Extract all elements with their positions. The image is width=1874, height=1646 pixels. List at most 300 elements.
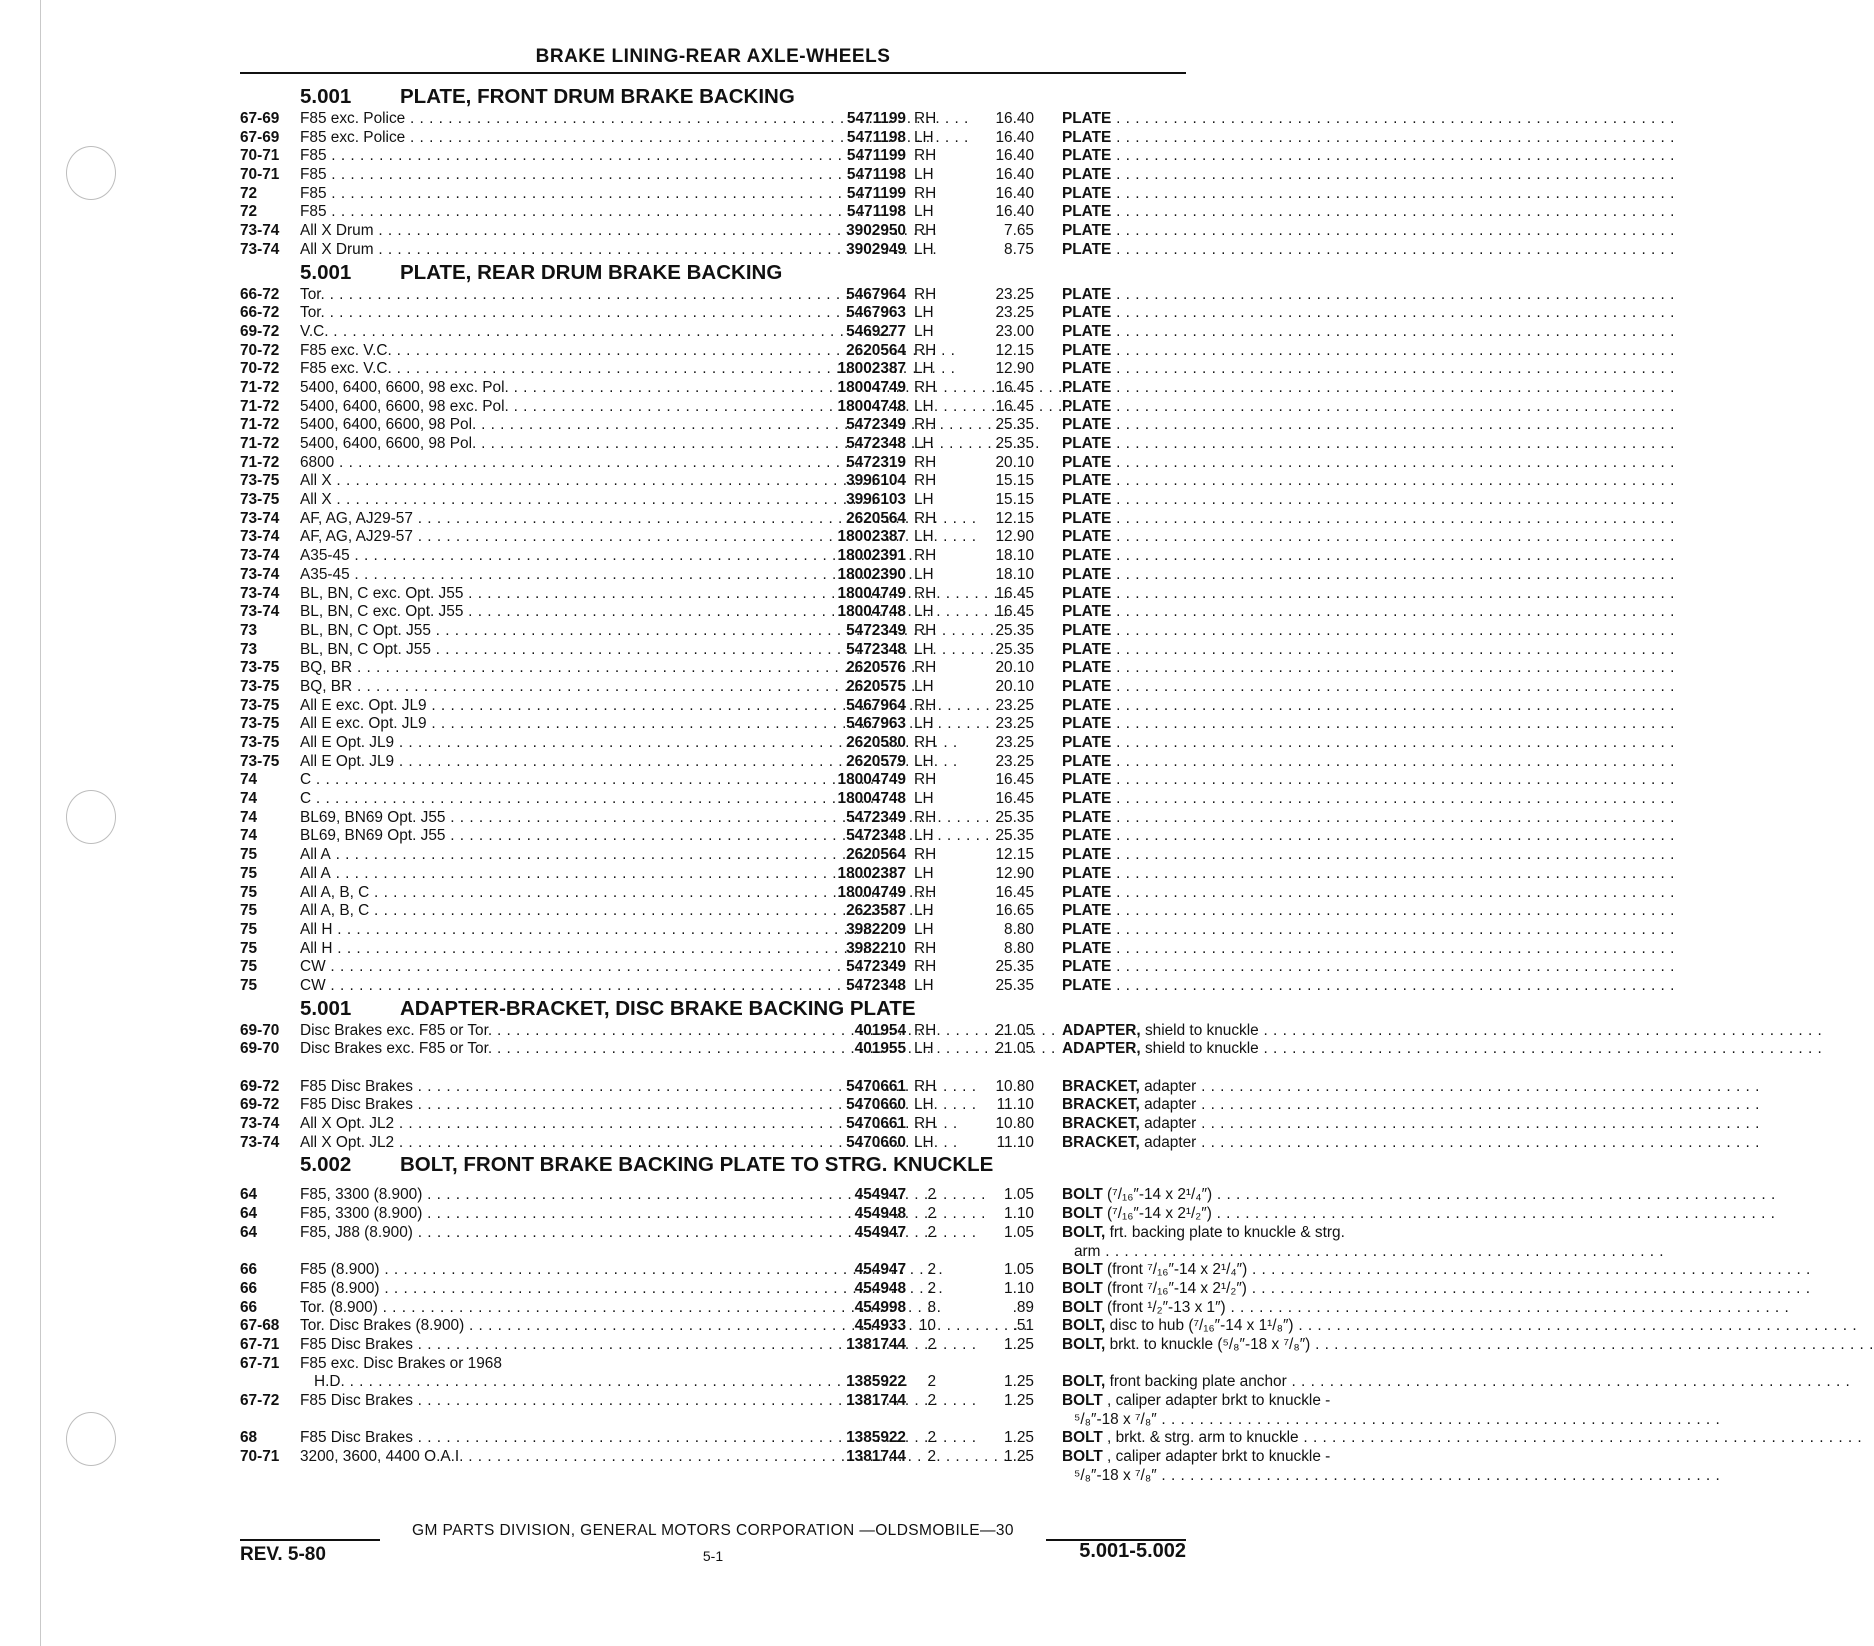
list-price: 18.10 [995, 565, 1034, 583]
application-description-text: All H [300, 939, 333, 957]
table-row [240, 585, 1186, 604]
list-price: 1.10 [1004, 1205, 1034, 1223]
application-description [300, 379, 800, 398]
application-description-line [300, 398, 568, 417]
application-description-text: F85 exc. V.C. [300, 341, 392, 359]
part-name-detail: , brkt. & strg. arm to knuckle [1102, 1429, 1299, 1447]
quantity-side: LH [914, 603, 934, 621]
part-number: 5472349 [846, 416, 906, 434]
part-name-keyword: PLATE [1062, 976, 1112, 994]
table-row [240, 491, 1186, 510]
model-years: 71-72 [240, 416, 280, 434]
part-number: 18002390 [837, 565, 906, 583]
part-name-line [1062, 1096, 1418, 1115]
part-name-keyword: PLATE [1062, 184, 1112, 202]
list-price: 21.05 [995, 1040, 1034, 1058]
part-name-line [1062, 510, 1418, 529]
application-description-line [300, 472, 568, 491]
part-name [1062, 846, 1418, 865]
model-years: 66-72 [240, 285, 280, 303]
application-description [300, 491, 800, 510]
application-description-line [300, 585, 568, 604]
application-description-line [300, 110, 568, 129]
model-years: 64 [240, 1186, 258, 1204]
part-name-keyword: BOLT [1062, 1448, 1103, 1466]
application-description-line [300, 510, 568, 529]
quantity-side: LH [914, 790, 934, 808]
quantity-side: LH [914, 640, 934, 658]
table-row [240, 203, 1186, 222]
application-description [300, 659, 800, 678]
application-description-text: V.C. [300, 322, 329, 340]
application-description [300, 222, 800, 241]
part-name-line [1062, 884, 1418, 903]
section-title: ADAPTER-BRACKET, DISC BRAKE BACKING PLATE [400, 996, 916, 1020]
row-spacer [240, 1059, 1186, 1078]
part-name-line [1062, 977, 1418, 996]
application-description [300, 1429, 800, 1448]
part-name-line [1062, 1115, 1418, 1134]
model-years: 69-70 [240, 1021, 280, 1039]
application-description-text: F85 [300, 184, 327, 202]
application-description-text: All X Drum [300, 240, 374, 258]
part-name-line [1062, 678, 1418, 697]
model-years: 67-71 [240, 1335, 280, 1353]
model-years: 69-72 [240, 1096, 280, 1114]
model-years: 73-75 [240, 472, 280, 490]
part-number: 5472348 [846, 640, 906, 658]
quantity-side: 2 [927, 1448, 936, 1466]
application-description-text: BL69, BN69 Opt. J55 [300, 808, 446, 826]
quantity-side: LH [914, 902, 934, 920]
application-description-line [300, 659, 568, 678]
model-years: 67-69 [240, 110, 280, 127]
application-description [300, 884, 800, 903]
part-name-keyword: PLATE [1062, 808, 1112, 826]
part-name-keyword: PLATE [1062, 166, 1112, 184]
quantity-side: LH [914, 322, 934, 340]
application-description [300, 398, 800, 417]
part-name-detail: (front ¹/₂″-13 x 1″) [1102, 1298, 1226, 1316]
part-number: 5472348 [846, 827, 906, 845]
part-name [1062, 528, 1418, 547]
table-row [240, 472, 1186, 491]
part-name-keyword: PLATE [1062, 827, 1112, 845]
model-years: 75 [240, 902, 258, 920]
part-number: 18002387 [837, 360, 906, 378]
quantity-side: RH [914, 734, 937, 751]
part-name [1062, 771, 1418, 790]
punch-hole-middle [66, 790, 116, 844]
quantity-side: RH [914, 1115, 937, 1133]
part-number: 3982209 [846, 920, 906, 938]
list-price: 1.05 [1004, 1223, 1034, 1241]
punch-hole-bottom [66, 1412, 116, 1466]
quantity-side: 2 [927, 1392, 936, 1410]
list-price: 25.35 [995, 976, 1034, 994]
quantity-side: LH [914, 435, 934, 452]
application-description-line [300, 1022, 568, 1041]
list-price: 16.45 [995, 603, 1034, 621]
part-name [1062, 753, 1418, 772]
part-name-continued-text: ⁵/₈″-18 x ⁷/₈″ [1074, 1466, 1157, 1484]
application-description-line [300, 921, 568, 940]
application-description-text: BL, BN, C Opt. J55 [300, 621, 431, 639]
model-years: 66 [240, 1298, 258, 1316]
application-description-line [300, 1115, 568, 1134]
model-years: 69-70 [240, 1040, 280, 1058]
part-number: 401954 [854, 1021, 906, 1039]
application-description [300, 1040, 800, 1059]
list-price: 16.40 [995, 184, 1034, 202]
part-name-line [1062, 1186, 1418, 1205]
table-row [240, 1096, 1197, 1115]
application-description-line [300, 1205, 568, 1224]
part-number: 5472349 [846, 621, 906, 639]
application-description-text: All X Drum [300, 222, 374, 240]
part-number: 5471198 [846, 203, 906, 221]
part-name-line [1062, 491, 1418, 510]
part-name [1062, 697, 1418, 716]
model-years: 73-75 [240, 752, 280, 770]
application-description-line [300, 734, 568, 753]
application-description-line [300, 1280, 568, 1299]
part-number: 5470660 [846, 1096, 906, 1114]
part-name-keyword: PLATE [1062, 491, 1112, 509]
table-row [240, 110, 1186, 129]
list-price: 20.10 [995, 453, 1034, 471]
part-name-keyword: PLATE [1062, 203, 1112, 221]
part-name-keyword: BRACKET, [1062, 1115, 1140, 1133]
application-description [300, 547, 800, 566]
part-name-line [1062, 1040, 1418, 1059]
table-row [240, 185, 1186, 204]
application-description-text: F85 Disc Brakes [300, 1429, 413, 1447]
list-price: 23.25 [995, 696, 1034, 714]
table-row [240, 547, 1186, 566]
model-years: 75 [240, 976, 258, 994]
application-description-text: CW [300, 958, 326, 976]
quantity-side: LH [914, 1133, 934, 1151]
part-name [1062, 491, 1418, 510]
application-description-text: F85 (8.900) [300, 1279, 380, 1297]
table-row [240, 147, 1186, 166]
model-years: 67-69 [240, 128, 280, 146]
list-price: 25.35 [995, 640, 1034, 658]
part-number: 5471199 [846, 110, 906, 127]
part-name-line [1062, 342, 1418, 361]
list-price: 7.65 [1004, 222, 1034, 240]
part-name-keyword: PLATE [1062, 584, 1112, 602]
footer-corporation: GM PARTS DIVISION, GENERAL MOTORS CORPORATION —OLDSMOBILE—30 [412, 1522, 1014, 1539]
application-description-text: F85 exc. Police [300, 110, 406, 127]
part-name [1062, 678, 1418, 697]
table-row [240, 510, 1186, 529]
part-name [1062, 641, 1418, 660]
model-years: 69-72 [240, 1077, 280, 1095]
list-price: 1.25 [1004, 1373, 1034, 1391]
application-description-line [300, 1336, 568, 1355]
application-description-line [300, 790, 568, 809]
application-description [300, 166, 800, 185]
application-description-line [300, 641, 568, 660]
application-description-text: 5400, 6400, 6600, 98 exc. Pol. [300, 378, 509, 396]
quantity-side: RH [914, 184, 937, 202]
quantity-side: RH [914, 509, 937, 527]
revision-label: REV. 5-80 [240, 1544, 326, 1565]
list-price: 18.10 [995, 547, 1034, 565]
application-description-line [300, 940, 568, 959]
part-name-detail: (front ⁷/₁₆″-14 x 2¹/₄″) [1102, 1261, 1248, 1279]
application-description-line [300, 129, 568, 148]
table-row [240, 129, 1186, 148]
part-number: 2623587 [846, 902, 906, 920]
quantity-side: 8 [927, 1298, 936, 1316]
part-name [1062, 1299, 1418, 1318]
part-name-continued [1062, 1467, 1418, 1486]
part-name [1062, 1392, 1418, 1429]
quantity-side: LH [914, 360, 934, 378]
table-row [240, 753, 1186, 772]
part-name-line [1062, 585, 1418, 604]
table-row [240, 1261, 1248, 1280]
section-heading [240, 1152, 1186, 1178]
part-name-keyword: PLATE [1062, 958, 1112, 976]
application-description-line [300, 1134, 568, 1153]
part-name-keyword: PLATE [1062, 528, 1112, 546]
part-number: 5471199 [846, 184, 906, 202]
quantity-side: RH [914, 696, 937, 714]
part-name-keyword: BRACKET, [1062, 1077, 1140, 1095]
part-name [1062, 222, 1418, 241]
model-years: 73-75 [240, 677, 280, 695]
part-number: 1381744 [846, 1335, 906, 1353]
part-number: 454947 [854, 1223, 906, 1241]
part-name-keyword: PLATE [1062, 621, 1112, 639]
model-years: 72 [240, 203, 258, 221]
table-row [240, 416, 1186, 435]
part-name-continued [1062, 1243, 1418, 1262]
model-years: 75 [240, 864, 258, 882]
application-description-line [300, 771, 568, 790]
application-description [300, 203, 800, 222]
list-price: 12.90 [995, 528, 1034, 546]
part-name [1062, 379, 1418, 398]
part-name [1062, 360, 1418, 379]
table-row [240, 809, 1186, 828]
application-description-text: Disc Brakes exc. F85 or Tor. [300, 1021, 493, 1039]
part-name-line [1062, 129, 1418, 148]
application-description-line [300, 454, 568, 473]
part-name-line [1062, 1078, 1418, 1097]
part-name [1062, 510, 1418, 529]
part-name-keyword: PLATE [1062, 696, 1112, 714]
model-years: 67-71 [240, 1354, 280, 1372]
part-name-line [1062, 1373, 1418, 1392]
table-row [240, 884, 1186, 903]
list-price: 23.25 [995, 752, 1034, 770]
table-row [240, 977, 1186, 996]
application-description-text: F85 exc. V.C. [300, 360, 392, 378]
part-name-line [1062, 472, 1418, 491]
application-description-line [300, 528, 568, 547]
part-name-line [1062, 547, 1418, 566]
table-row [240, 1205, 1212, 1224]
list-price: 23.25 [995, 734, 1034, 751]
part-number: 5467964 [846, 285, 906, 303]
section-range: 5.001-5.002 [1079, 1540, 1186, 1562]
table-row [240, 958, 1186, 977]
application-description-line [300, 678, 568, 697]
quantity-side: 2 [927, 1261, 936, 1279]
quantity-side: RH [914, 285, 937, 303]
application-description-text: All A, B, C [300, 902, 370, 920]
section-title: BOLT, FRONT BRAKE BACKING PLATE TO STRG. KNUCKLE [400, 1153, 994, 1177]
application-description [300, 734, 800, 753]
table-row [240, 790, 1186, 809]
table-row [240, 1133, 1197, 1153]
application-description-line [300, 185, 568, 204]
list-price: 10.80 [995, 1115, 1034, 1133]
application-description [300, 1299, 800, 1318]
model-years: 72 [240, 184, 258, 202]
part-number: 5471198 [846, 128, 906, 146]
application-description-line [300, 379, 568, 398]
model-years: 73-74 [240, 528, 280, 546]
part-name-line [1062, 241, 1418, 260]
part-name-line [1062, 734, 1418, 753]
table-row [240, 1317, 1294, 1336]
table-row [240, 323, 1186, 342]
part-name-keyword: PLATE [1062, 565, 1112, 583]
table-row [240, 166, 1186, 185]
list-price: 15.15 [995, 472, 1034, 490]
part-name [1062, 1134, 1418, 1153]
quantity-side: LH [914, 166, 934, 184]
part-name-line [1062, 1224, 1418, 1243]
part-number: 2620564 [846, 341, 906, 359]
part-name-keyword: PLATE [1062, 147, 1112, 165]
part-number: 401955 [854, 1040, 906, 1058]
part-name-keyword: BOLT [1062, 1186, 1103, 1204]
binder-margin-line [40, 0, 41, 1646]
part-number: 5471198 [846, 166, 906, 184]
section-number: 5.001 [300, 996, 352, 1020]
part-name-line [1062, 1448, 1418, 1467]
table-row [240, 435, 1186, 454]
application-description [300, 1186, 800, 1205]
list-price: 11.10 [996, 1133, 1034, 1151]
list-price: 25.35 [995, 435, 1034, 452]
table-row [240, 1115, 1197, 1134]
application-description [300, 454, 800, 473]
application-description [300, 1078, 800, 1097]
application-description-text: BL, BN, C Opt. J55 [300, 640, 431, 658]
part-name-line [1062, 771, 1418, 790]
part-name [1062, 398, 1418, 417]
application-description-text: F85 Disc Brakes [300, 1096, 413, 1114]
model-years: 73-74 [240, 509, 280, 527]
application-description-text: F85 [300, 166, 327, 184]
part-name [1062, 603, 1418, 622]
part-name-line [1062, 222, 1418, 241]
application-description-text: All X Opt. JL2 [300, 1133, 395, 1151]
application-description-text: H.D. [314, 1373, 345, 1391]
application-description-line [300, 1261, 568, 1280]
model-years: 71-72 [240, 397, 280, 415]
model-years: 70-71 [240, 1448, 280, 1466]
application-description-text: F85 exc. Police [300, 128, 406, 146]
quantity-side: LH [914, 528, 934, 546]
model-years: 68 [240, 1429, 258, 1447]
table-row [240, 715, 1186, 734]
quantity-side: LH [914, 1096, 934, 1114]
part-name-line [1062, 1392, 1418, 1411]
quantity-side: RH [914, 808, 937, 826]
application-description-text: 5400, 6400, 6600, 98 Pol. [300, 416, 477, 434]
part-name-line [1062, 398, 1418, 417]
part-name-line [1062, 435, 1418, 454]
application-description-line [300, 1317, 568, 1336]
application-description-text: BQ, BR [300, 659, 353, 677]
application-description-text: BL69, BN69 Opt. J55 [300, 827, 446, 845]
application-description-text: All H [300, 920, 333, 938]
model-years: 73-75 [240, 734, 280, 751]
part-number: 454947 [854, 1261, 906, 1279]
model-years: 75 [240, 883, 258, 901]
application-description [300, 1448, 800, 1467]
model-years: 73-74 [240, 240, 280, 258]
quantity-side: RH [914, 416, 937, 434]
part-name [1062, 940, 1418, 959]
part-number: 5472348 [846, 435, 906, 452]
application-description-text: All A [300, 846, 331, 864]
part-name [1062, 921, 1418, 940]
quantity-side: 2 [927, 1335, 936, 1353]
application-description [300, 342, 800, 361]
table-row [240, 678, 1186, 697]
part-name [1062, 734, 1418, 753]
application-description-text: F85 Disc Brakes [300, 1392, 413, 1410]
model-years: 70-71 [240, 166, 280, 184]
part-name-line [1062, 753, 1418, 772]
table-row [240, 1186, 1213, 1205]
part-name-keyword: PLATE [1062, 128, 1112, 146]
application-description [300, 940, 800, 959]
table-row [240, 1392, 1331, 1429]
list-price: 23.00 [995, 322, 1034, 340]
table-row [240, 286, 1186, 305]
part-name-line [1062, 528, 1418, 547]
model-years: 73-75 [240, 715, 280, 733]
part-name-keyword: PLATE [1062, 453, 1112, 471]
table-row [240, 921, 1186, 940]
part-name-line [1062, 1336, 1418, 1355]
part-name [1062, 1224, 1418, 1261]
part-name [1062, 472, 1418, 491]
part-name [1062, 185, 1418, 204]
application-description [300, 902, 800, 921]
part-name-keyword: PLATE [1062, 939, 1112, 957]
part-name-keyword: PLATE [1062, 790, 1112, 808]
part-name-line [1062, 416, 1418, 435]
model-years: 67-68 [240, 1317, 280, 1335]
model-years: 74 [240, 790, 258, 808]
part-name [1062, 827, 1418, 846]
part-name [1062, 1429, 1418, 1448]
application-description-text: Disc Brakes exc. F85 or Tor. [300, 1040, 493, 1058]
part-name-detail: adapter [1139, 1077, 1197, 1095]
